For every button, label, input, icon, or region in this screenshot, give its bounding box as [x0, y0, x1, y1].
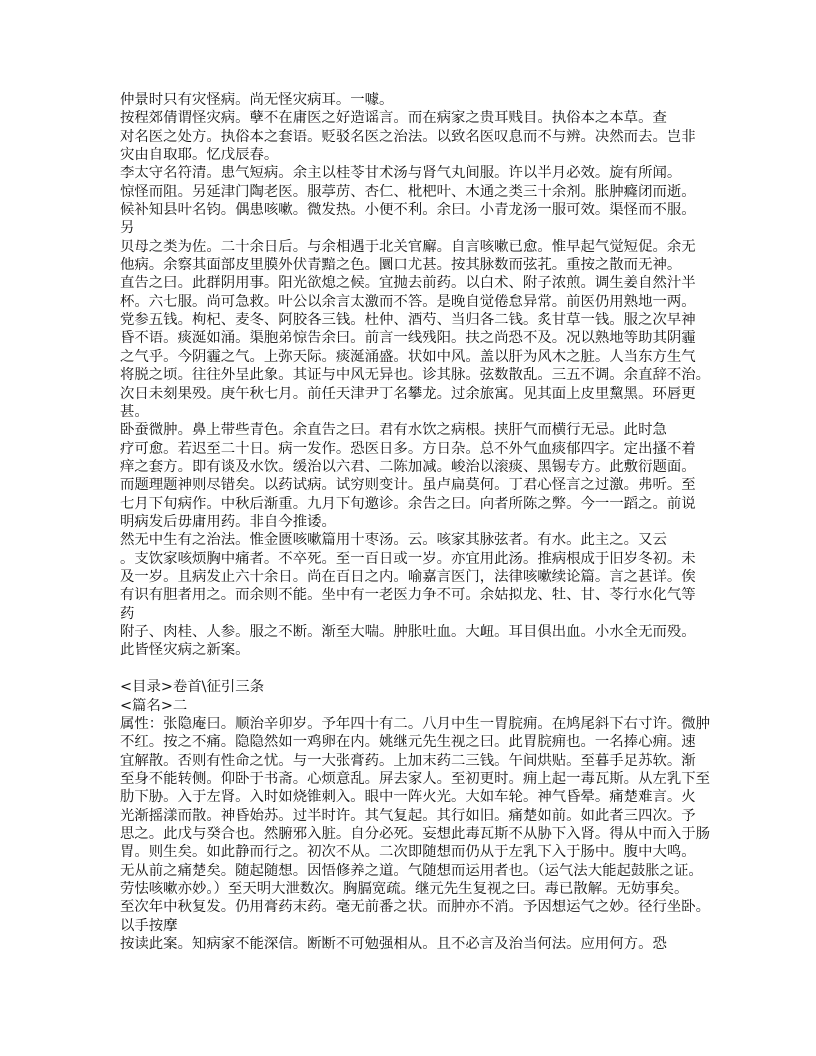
text-line: 及一岁。且病发止六十余日。尚在百日之内。喻嘉言医门，法律咳嗽续论篇。言之甚详。俟 — [120, 568, 696, 585]
text-line: 甚。 — [120, 403, 149, 420]
text-line: 属性：张隐庵曰。顺治辛卯岁。予年四十有二。八月中生一胃脘痈。在鸠尾斜下右寸许。微肿 — [120, 715, 711, 732]
text-line: 胃。则生矣。如此静而行之。初次不从。二次即随想而仍从于左乳下入于肠中。腹中大鸣。 — [120, 844, 696, 861]
text-line: 对名医之处方。执俗本之套语。贬驳名医之治法。以致名医叹息而不与辨。决然而去。岂非 — [120, 128, 696, 145]
text-line: 直告之曰。此群阴用事。阳光欲熄之候。宜抛去前药。以白术、附子浓煎。调生姜自然汁半 — [120, 275, 696, 292]
text-line: 此皆怪灾病之新案。 — [120, 642, 250, 659]
text-line: 而题理题神则尽错矣。以药试病。试穷则变计。虽卢扁莫何。丁君心怪言之过激。弗听。至 — [120, 477, 696, 494]
text-line: 次日未刻果殁。庚午秋七月。前任天津尹丁名攀龙。过余旅寓。见其面上皮里黧黑。环唇更 — [120, 385, 696, 402]
text-line: 按读此案。知病家不能深信。断断不可勉强相从。且不必言及治当何法。应用何方。恐 — [120, 936, 667, 953]
text-line: 劳怯咳嗽亦妙。）至天明大泄数次。胸膈宽疏。继元先生复视之曰。毒已散解。无妨事矣。 — [120, 881, 689, 898]
text-line: 杯。六七服。尚可急救。叶公以余言太激而不答。是晚自觉倦怠异常。前医仍用熟地一两。 — [120, 293, 696, 310]
text-line: 不红。按之不痛。隐隐然如一鸡卵在内。姚继元先生视之曰。此胃脘痈也。一名捧心痈。速 — [120, 734, 696, 751]
text-line: 有识有胆者用之。而余则不能。坐中有一老医力争不可。余姑拟龙、牡、甘、苓行水化气等 — [120, 587, 696, 604]
text-line: 肋下胁。入于左肾。入时如烧锥刺入。眼中一阵火光。大如车轮。神气昏晕。痛楚难言。火 — [120, 789, 696, 806]
text-line: <目录>卷首\征引三条 — [120, 679, 265, 696]
text-line: 明病发后毋庸用药。非自今推诿。 — [120, 513, 336, 530]
text-line: 惊怪而阻。另延津门陶老医。服葶苈、杏仁、枇杷叶、木通之类三十余剂。胀肿癃闭而逝。 — [120, 183, 696, 200]
text-line: 仲景时只有灾怪病。尚无怪灾病耳。一噱。 — [120, 92, 394, 108]
text-block-catalog-entry — [120, 678, 720, 953]
text-line: 疗可愈。若迟至二十日。病一发作。恐医日多。方日杂。总不外气血痰郁四字。定出搔不着 — [120, 440, 696, 457]
text-line: 附子、肉桂、人参。服之不断。渐至大喘。肿胀吐血。大衄。耳目俱出血。小水全无而殁。 — [120, 623, 696, 640]
text-line: <篇名>二 — [120, 697, 188, 714]
text-line: 之气乎。今阴霾之气。上弥天际。痰涎涌盛。状如中风。盖以肝为风木之脏。人当东方生气 — [120, 348, 696, 365]
text-line: 候补知县叶名钧。偶患咳嗽。微发热。小便不利。余曰。小青龙汤一服可效。渠怪而不服。 — [120, 202, 696, 219]
text-line: 将脱之顷。往往外呈此象。其证与中风无异也。诊其脉。弦数散乱。三五不调。余直辞不治。 — [120, 367, 711, 384]
text-line: 。支饮家咳烦胸中痛者。不卒死。至一百日或一岁。亦宜用此汤。推病根成于旧岁冬初。未 — [120, 550, 696, 567]
text-line: 痒之套方。即有谈及水饮。缓治以六君、二陈加减。峻治以滚痰、黑锡专方。此敷衍题面。 — [120, 458, 696, 475]
text-line: 光渐摇漾而散。神昏始苏。过半时许。其气复起。其行如旧。痛楚如前。如此者三四次。予 — [120, 807, 696, 824]
document-page — [120, 91, 720, 953]
text-block-case-notes — [120, 91, 720, 660]
text-line: 宜解散。否则有性命之忧。与一大张膏药。上加末药二三钱。午间烘贴。至暮手足苏软。渐 — [120, 752, 696, 769]
text-line: 党参五钱。枸杞、麦冬、阿胶各三钱。杜仲、酒芍、当归各二钱。炙甘草一钱。服之次早神 — [120, 312, 696, 329]
text-line: 七月下旬病作。中秋后渐重。九月下旬邀诊。余告之曰。向者所陈之弊。今一一蹈之。前说 — [120, 495, 696, 512]
text-line: 按程郊倩谓怪灾病。孽不在庸医之好造谣言。而在病家之贵耳贱目。执俗本之本草。查 — [120, 110, 667, 127]
text-line: 卧蚕微肿。鼻上带些青色。余直告之曰。君有水饮之病根。挟肝气而横行无忌。此时急 — [120, 422, 667, 439]
text-line: 贝母之类为佐。二十余日后。与余相遇于北关官廨。自言咳嗽已愈。惟早起气觉短促。余无 — [120, 238, 696, 255]
text-line: 他病。余察其面部皮里膜外伏青黯之色。圜口尤甚。按其脉数而弦芤。重按之散而无神。 — [120, 257, 682, 274]
text-line: 李太守名符清。患气短病。余主以桂苓甘术汤与肾气丸间服。许以半月必效。旋有所闻。 — [120, 165, 682, 182]
text-line: 灾由自取耶。忆戊辰春。 — [120, 147, 279, 164]
text-line: 至身不能转侧。仰卧于书斋。心烦意乱。屏去家人。至初更时。痈上起一毒瓦斯。从左乳下至 — [120, 770, 711, 787]
text-line: 药 — [120, 605, 135, 622]
text-line: 昏不语。痰涎如涌。渠胞弟惊告余曰。前言一线残阳。扶之尚恐不及。况以熟地等助其阴霾 — [120, 330, 696, 347]
text-line: 无从前之痛楚矣。随起随想。因悟修养之道。气随想而运用者也。（运气法大能起鼓胀之证。 — [120, 862, 703, 879]
text-line: 另 — [120, 220, 135, 237]
text-line: 至次年中秋复发。仍用膏药末药。毫无前番之状。而肿亦不消。予因想运气之妙。径行坐卧。 — [120, 899, 711, 916]
text-line: 思之。此戊与癸合也。然腑邪入脏。自分必死。妄想此毒瓦斯不从胁下入肾。得从中而入于肠 — [120, 826, 711, 842]
text-line: 然无中生有之治法。惟金匮咳嗽篇用十枣汤。云。咳家其脉弦者。有水。此主之。又云 — [120, 532, 667, 549]
text-line: 以手按摩 — [120, 917, 178, 934]
